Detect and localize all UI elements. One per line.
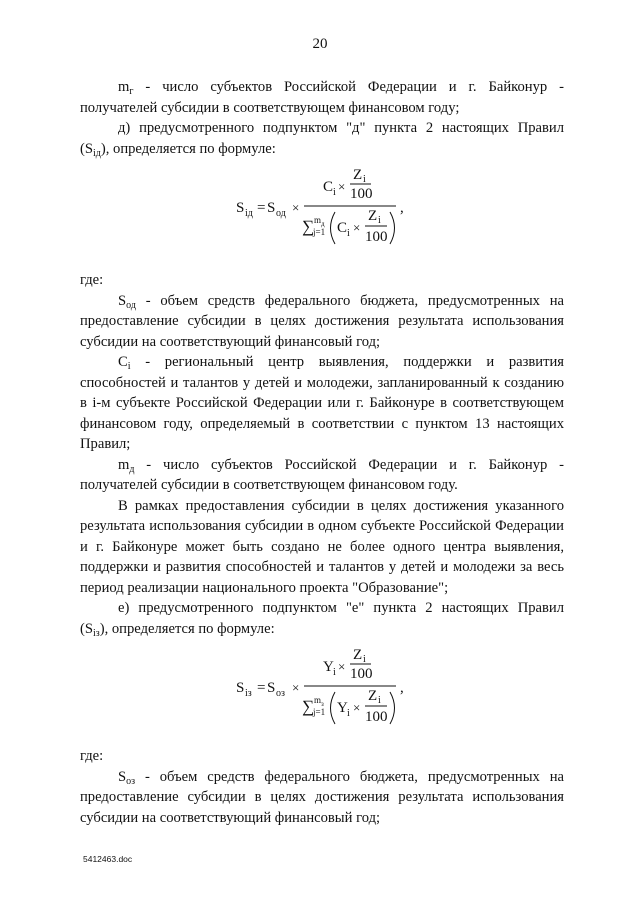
f2-sum-upper: m [314,695,322,705]
f1-num-z-sub: i [363,174,366,185]
symbol-c-i: C [118,354,128,370]
f1-den-z: Z [368,208,378,224]
f2-times: × [292,680,300,695]
f2-den-z-sub: i [378,695,381,706]
paragraph-s-oz-text: - объем средств федерального бюджета, предусмотренных на предоставление субсидии в целях достижения результата использования субсидии на соответствующий финансовый год; [80,768,564,826]
where-label-1: где: [80,272,104,288]
f1-lhs: S [236,200,245,216]
f1-den-c-sub: i [347,228,350,239]
paragraph-s-oz [80,767,564,829]
f2-num-100: 100 [350,666,373,682]
text-block-middle [80,270,564,639]
f1-sum-lower: j=1 [313,227,326,237]
f2-num-z-sub: i [363,654,366,665]
f2-paren-left [331,692,336,724]
paragraph-item-e-cont [80,619,564,640]
f1-lhs-sub: iд [245,208,253,219]
s-id-sub: iд [92,147,101,159]
symbol-s-oz-sub: оз [126,775,136,787]
f1-num-100: 100 [350,186,373,202]
f1-times: × [292,200,300,215]
f2-den-times: × [353,700,361,715]
paragraph-m-g-text: - число субъектов Российской Федерации и г. Байконур - [133,79,564,95]
f1-den-c: C [337,220,348,236]
f2-s: S [267,680,276,696]
paragraph-item-d-cont [80,139,564,160]
paragraph-m-g-cont: получателей субсидии в соответствующем финансовом году; [80,99,460,116]
symbol-m: m [118,79,130,95]
paragraph-m-g [80,77,564,98]
f1-sum: ∑ [302,217,315,236]
f1-paren-right [390,212,395,244]
f2-den-y: Y [337,700,348,716]
f1-num-c: C [323,179,334,195]
symbol-s-od-sub: од [126,299,136,311]
f2-sum: ∑ [302,697,315,716]
f2-num-y-sub: i [333,667,336,678]
symbol-m-d-sub: д [129,463,135,475]
f1-s: S [267,200,276,216]
text-block-top [80,77,564,159]
symbol-s-od: S [118,292,127,309]
paren-close-text: ), определяется по формуле: [100,140,276,157]
f1-comma: , [400,200,404,216]
paren-open-e: (S [80,620,93,637]
footer-filename: 5412463.doc [83,854,133,864]
paren-close-text-e: ), определяется по формуле: [99,620,275,637]
symbol-c-i-sub: i [127,361,131,372]
paragraph-item-d: д) предусмотренного подпунктом "д" пункта 2 настоящих Правил [118,120,564,136]
f1-sum-upper-sub: д [321,220,325,228]
formula-s-id-svg [232,168,412,250]
paragraph-m-d-text: - число субъектов Российской Федерации и г. Байконур - получателей субсидии в соответствующем финансовом году. [80,456,564,493]
f2-s-sub: оз [276,688,285,699]
f1-den-z-sub: i [378,215,381,226]
f1-num-c-sub: i [333,187,336,198]
page-number: 20 [312,36,328,52]
formula-s-iz [232,648,412,735]
symbol-s-oz: S [118,768,127,785]
f2-num-y: Y [323,659,334,675]
paragraph-m-d [80,455,564,496]
f1-den-100: 100 [365,229,388,245]
paragraph-main: В рамках предоставления субсидии в целях достижения указанного результата использования субсидии в одном субъекте Российской Федерации и г. Байконуре может быть создано не более одного центра выявления, поддержки и развития способностей и талантов у детей и молодежи за весь период реализации национального проекта "Образование"; [80,497,564,596]
f1-paren-left [331,212,336,244]
f2-sum-upper-sub: з [321,700,324,708]
f2-eq: = [257,680,266,696]
paragraph-c-i-text: - региональный центр выявления, поддержки и развития способностей и талантов у детей и молодежи, запланированный к созданию в i-м субъекте Российской Федерации или г. Байконуре в соответствующем финансовом году, определяемый в соответствии с пунктом 13 настоящих Правил; [80,354,564,452]
f2-num-times: × [338,659,346,674]
f1-sum-upper: m [314,215,322,225]
paragraph-c-i [80,352,564,455]
paren-open: (S [80,140,93,157]
f2-num-z: Z [353,647,363,663]
symbol-m-sub: г [129,86,134,97]
where-label-2: где: [80,748,104,764]
formula-s-id [232,168,412,255]
symbol-m-d: m [118,456,130,473]
f1-s-sub: од [276,208,286,219]
f2-lhs: S [236,680,245,696]
f1-num-z: Z [353,167,363,183]
f1-den-times: × [353,220,361,235]
s-iz-sub: iз [92,627,100,639]
text-block-bottom [80,746,564,828]
formula-s-iz-svg [232,648,412,730]
f1-num-times: × [338,179,346,194]
f2-paren-right [390,692,395,724]
f1-eq: = [257,200,266,216]
f2-den-z: Z [368,688,378,704]
paragraph-item-e: е) предусмотренного подпунктом "е" пункта 2 настоящих Правил [118,600,564,616]
f2-sum-lower: j=1 [313,707,326,717]
f2-den-y-sub: i [347,708,350,719]
paragraph-s-od-text: - объем средств федерального бюджета, предусмотренных на предоставление субсидии в целях достижения результата использования субсидии на соответствующий финансовый год; [80,292,564,350]
f2-comma: , [400,680,404,696]
f2-den-100: 100 [365,709,388,725]
paragraph-s-od [80,291,564,353]
f2-lhs-sub: iз [245,688,252,699]
